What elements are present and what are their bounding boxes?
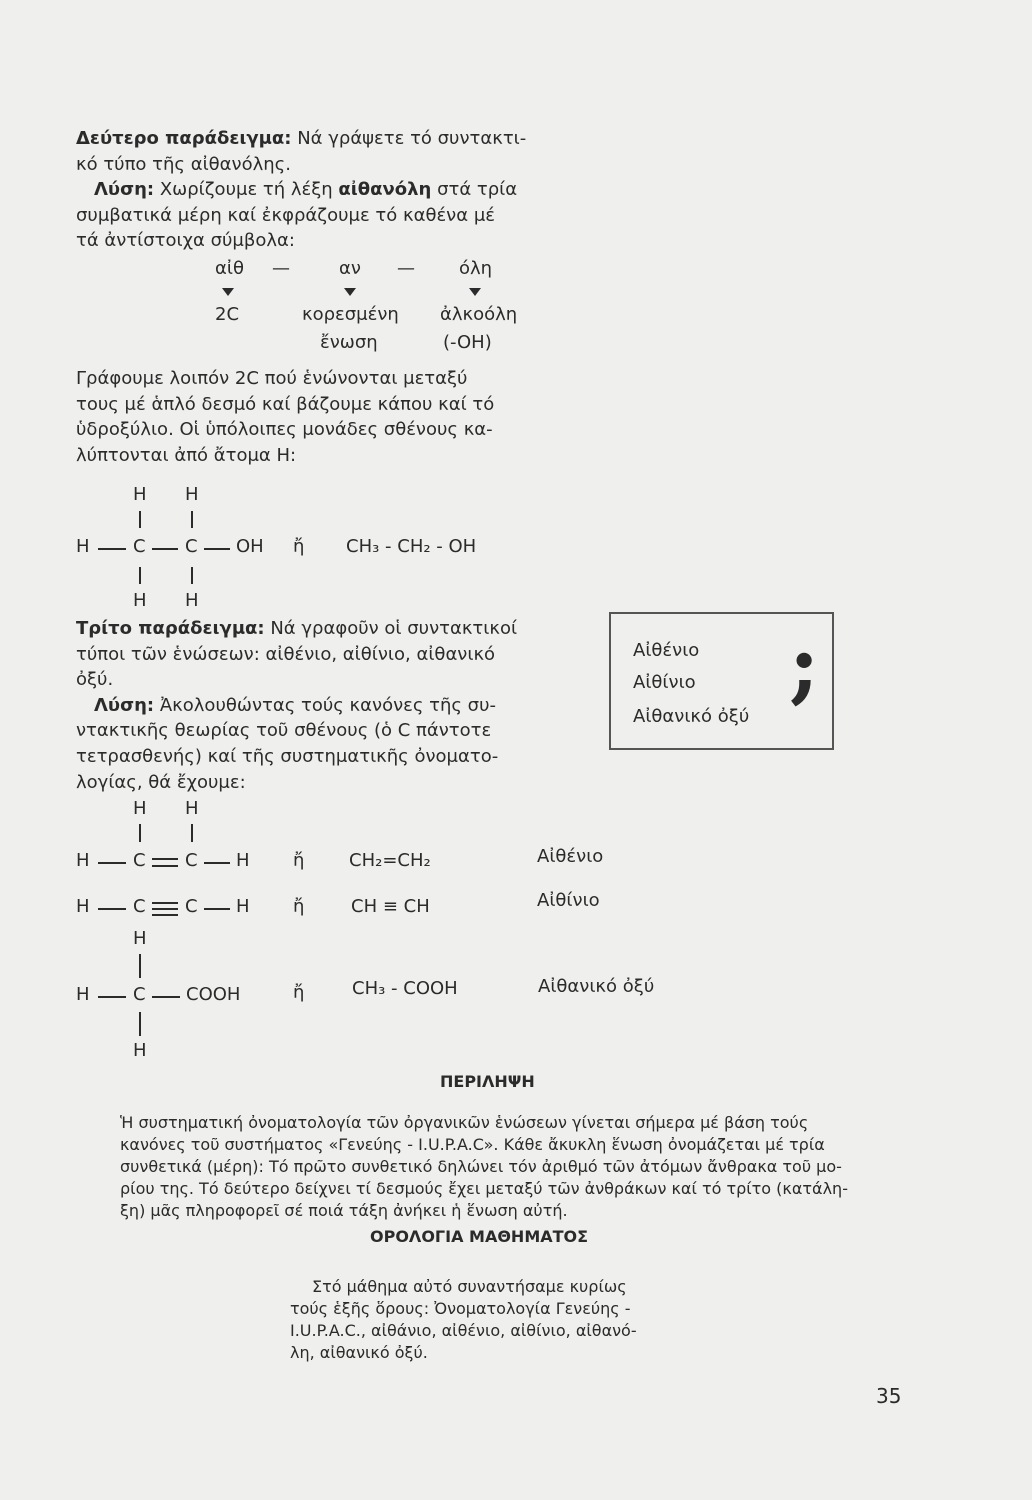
terminology-line1: Στό μάθημα αὐτό συναντήσαμε κυρίως [312, 1277, 627, 1296]
example3-text-line2: τύποι τῶν ἑνώσεων: αἰθένιο, αἰθίνιο, αἰθανικό [76, 643, 496, 665]
meaning-2c: 2C [215, 304, 240, 325]
bond [152, 548, 178, 550]
summary-line1: Ἡ συστηματική ὀνοματολογία τῶν ὀργανικῶν ἑνώσεων γίνεται σήμερα μέ βάση τούς [120, 1113, 809, 1132]
bond [191, 824, 193, 842]
triple-bond [152, 902, 178, 904]
ethene-h-left: H [76, 850, 90, 871]
example2-solution-label: Λύση: [94, 179, 155, 201]
example2-text-line2: κό τύπο τῆς αἰθανόλης. [76, 153, 291, 175]
bond [98, 908, 126, 910]
ethene-h-top2: H [185, 798, 199, 819]
atom-c2: C [185, 536, 198, 557]
bond [139, 954, 141, 978]
example3-sol-line2: ντακτικῆς θεωρίας τοῦ σθένους (ὁ C πάντοτε [76, 720, 492, 742]
solution-line1c: στά τρία [431, 179, 518, 201]
question-item-acetic: Αἰθανικό ὀξύ [633, 706, 750, 727]
acetic-h-bottom: H [133, 1040, 147, 1061]
bond [191, 567, 193, 584]
down-arrow-icon [222, 288, 234, 296]
meaning-saturated: κορεσμένη [302, 304, 399, 325]
bond [98, 996, 126, 998]
example3-heading: Τρίτο παράδειγμα: [76, 618, 265, 639]
bond [139, 824, 141, 842]
question-mark-icon: ; [789, 617, 820, 713]
summary-line3: συνθετικά (μέρη): Τό πρῶτο συνθετικό δηλώνει τόν ἀριθμό τῶν ἀτόμων ἄνθρακα τοῦ μο- [120, 1157, 842, 1176]
example2-intro [76, 126, 526, 254]
solution-keyword: αἰθανόλη [338, 179, 432, 201]
dash-2: — [397, 258, 415, 279]
acetic-c: C [133, 984, 146, 1005]
part-aith: αἰθ [215, 258, 244, 279]
example2-after [76, 366, 494, 468]
ethene-h-right: H [236, 850, 250, 871]
triple-bond [152, 908, 178, 910]
example3-text-line1: Νά γραφοῦν οἱ συντακτικοί [264, 618, 518, 639]
bond [152, 996, 180, 998]
down-arrow-icon [469, 288, 481, 296]
part-an: αν [339, 258, 361, 279]
solution-line3: τά ἀντίστοιχα σύμβολα: [76, 230, 295, 252]
example3-solution-label: Λύση: [94, 694, 155, 716]
part-oli: όλη [459, 258, 493, 279]
summary-line2: κανόνες τοῦ συστήματος «Γενεύης - I.U.P.A.C». Κάθε ἄκυκλη ἕνωση ὀνομάζεται μέ τρία [120, 1135, 825, 1154]
atom-h-bottom1: H [133, 590, 147, 611]
example3-text [76, 616, 517, 795]
bond [191, 511, 193, 528]
after-line2: τους μέ ἁπλό δεσμό καί βάζουμε κάπου καί τό [76, 393, 495, 415]
terminology-line3: I.U.P.A.C., αἰθάνιο, αἰθένιο, αἰθίνιο, αἰθανό- [290, 1321, 637, 1340]
acetic-h-top: H [133, 928, 147, 949]
after-line3: ὑδροξύλιο. Οἱ ὑπόλοιπες μονάδες σθένους κα- [76, 419, 493, 441]
atom-h-bottom2: H [185, 590, 199, 611]
atom-oh: OH [236, 536, 264, 557]
bond [98, 862, 126, 864]
ethyne-h-left: H [76, 896, 90, 917]
ethyne-or: ἤ [293, 896, 305, 917]
after-line4: λύπτονται ἀπό ἄτομα H: [76, 444, 297, 466]
bond [204, 548, 230, 550]
question-item-ethene: Αἰθένιο [633, 640, 700, 661]
terminology-text [290, 1276, 637, 1364]
ethene-or: ἤ [293, 850, 305, 871]
solution-line1a: Χωρίζουμε τή λέξη [154, 179, 339, 201]
acetic-condensed: CH₃ - COOH [352, 978, 458, 999]
bond [204, 908, 230, 910]
ethyne-name: Αἰθίνιο [537, 890, 600, 911]
example3-sol-line4: λογίας, θά ἔχουμε: [76, 771, 246, 793]
terminology-line2: τούς ἑξῆς ὅρους: Ὀνοματολογία Γενεύης - [290, 1299, 631, 1318]
bond [204, 862, 230, 864]
ethene-h-top1: H [133, 798, 147, 819]
atom-h-top2: H [185, 484, 199, 505]
terminology-title: ΟΡΟΛΟΓΙΑ ΜΑΘΗΜΑΤΟΣ [370, 1227, 589, 1246]
double-bond [152, 858, 178, 860]
example2-text-line1: Νά γράψετε τό συντακτι- [291, 128, 527, 149]
dash-1: — [272, 258, 290, 279]
ethene-condensed: CH₂=CH₂ [349, 850, 431, 871]
atom-h-left: H [76, 536, 90, 557]
ethene-name: Αἰθένιο [537, 846, 604, 867]
down-arrow-icon [344, 288, 356, 296]
acetic-h-left: H [76, 984, 90, 1005]
ethene-c2: C [185, 850, 198, 871]
question-item-ethyne: Αἰθίνιο [633, 672, 696, 693]
acetic-name: Αἰθανικό ὀξύ [538, 976, 655, 997]
meaning-compound: ἔνωση [320, 332, 378, 353]
double-bond [152, 865, 178, 867]
example3-text-line3: ὀξύ. [76, 669, 114, 691]
bond [139, 511, 141, 528]
summary-line4: ρίου της. Τό δεύτερο δείχνει τί δεσμούς ἔχει μεταξύ τῶν ἀνθράκων καί τό τρίτο (κατάλη- [120, 1179, 848, 1198]
bond [98, 548, 126, 550]
ethene-c1: C [133, 850, 146, 871]
acetic-or: ἤ [293, 982, 305, 1003]
example3-sol-line1: Ἀκολουθώντας τούς κανόνες τῆς συ- [154, 694, 497, 716]
ethyne-h-right: H [236, 896, 250, 917]
acetic-cooh: COOH [186, 984, 241, 1005]
example2-heading: Δεύτερο παράδειγμα: [76, 128, 292, 149]
ethyne-condensed: CH ≡ CH [351, 896, 430, 917]
atom-h-top1: H [133, 484, 147, 505]
question-box [609, 612, 834, 750]
ethyne-c1: C [133, 896, 146, 917]
after-line1: Γράφουμε λοιπόν 2C πού ἑνώνονται μεταξύ [76, 368, 468, 389]
ethyne-c2: C [185, 896, 198, 917]
or-word: ἤ [293, 536, 305, 557]
summary-line5: ξη) μᾶς πληροφορεῖ σέ ποιά τάξη ἀνήκει ἡ ἕνωση αὐτή. [120, 1201, 568, 1220]
solution-line2: συμβατικά μέρη καί ἐκφράζουμε τό καθένα μέ [76, 204, 496, 226]
page-number: 35 [876, 1384, 902, 1408]
bond [139, 1012, 141, 1036]
atom-c1: C [133, 536, 146, 557]
ethanol-condensed: CH₃ - CH₂ - OH [346, 536, 477, 557]
example3-sol-line3: τετρασθενής) καί τῆς συστηματικῆς ὀνοματο- [76, 745, 499, 767]
meaning-oh: (-OH) [443, 332, 492, 353]
triple-bond [152, 914, 178, 916]
summary-text [120, 1112, 848, 1222]
bond [139, 567, 141, 584]
terminology-line4: λη, αἰθανικό ὀξύ. [290, 1343, 428, 1362]
summary-title: ΠΕΡΙΛΗΨΗ [440, 1072, 535, 1091]
meaning-alcohol: ἀλκοόλη [440, 304, 518, 325]
